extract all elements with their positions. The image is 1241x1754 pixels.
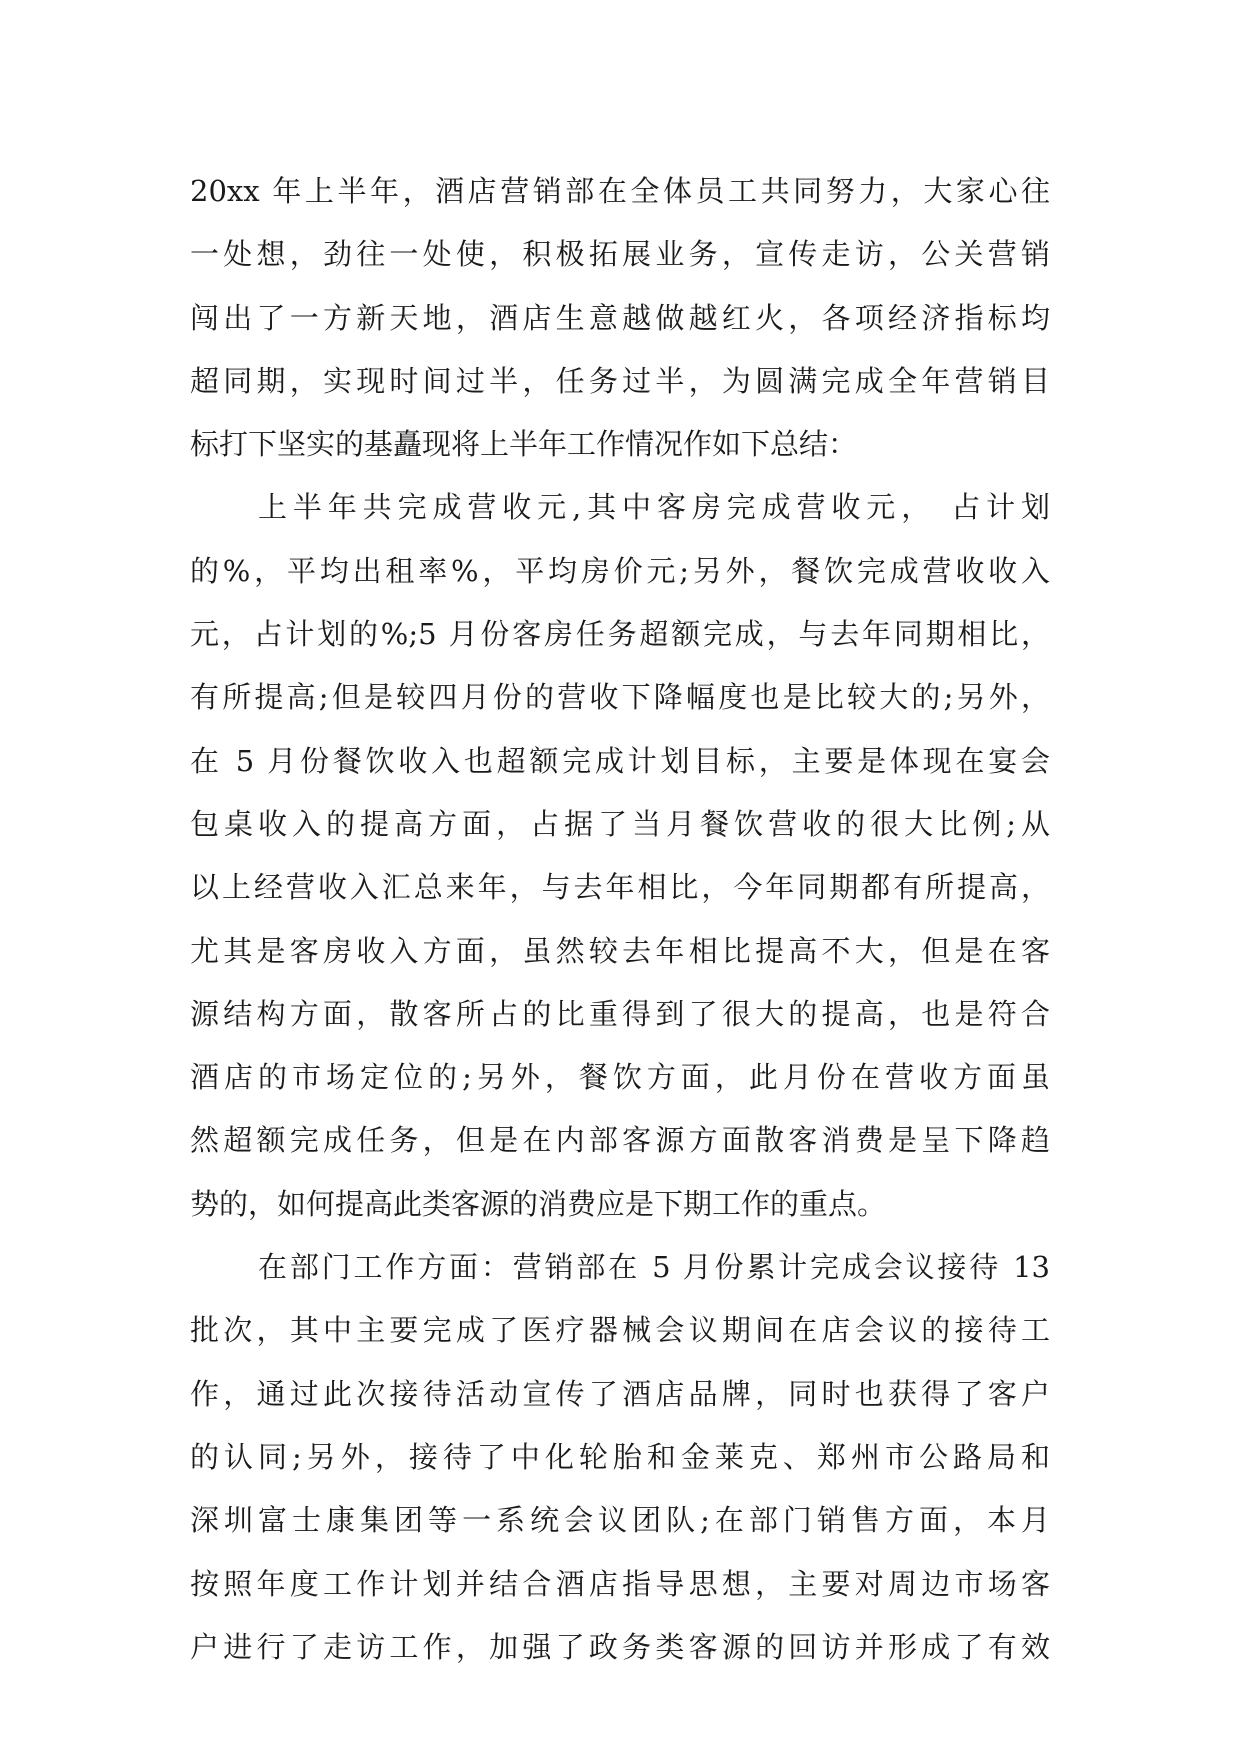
text-line: 然超额完成任务，但是在内部客源方面散客消费是呈下降趋 (190, 1123, 1050, 1158)
text-line: 尤其是客房收入方面，虽然较去年相比提高不大，但是在客 (190, 933, 1050, 968)
text-line: 批次，其中主要完成了医疗器械会议期间在店会议的接待工 (190, 1313, 1050, 1348)
text-line: 一处想，劲往一处使，积极拓展业务，宣传走访，公关营销 (190, 237, 1050, 272)
paragraph-department (190, 1236, 1050, 1679)
text-line: 元，占计划的%;5 月份客房任务超额完成，与去年同期相比， (190, 617, 1050, 652)
text-line: 闯出了一方新天地，酒店生意越做越红火，各项经济指标均 (190, 300, 1050, 335)
text-line: 20xx 年上半年，酒店营销部在全体员工共同努力，大家心往 (190, 174, 1050, 208)
text-line: 标打下坚实的基矗现将上半年工作情况作如下总结： (190, 427, 858, 462)
document-body (190, 160, 1050, 1679)
paragraph-revenue (190, 476, 1050, 1236)
paragraph-intro (190, 160, 1050, 476)
text-line: 包桌收入的提高方面，占据了当月餐饮营收的很大比例;从 (190, 806, 1050, 841)
text-line: 源结构方面，散客所占的比重得到了很大的提高，也是符合 (190, 996, 1050, 1031)
text-line: 深圳富士康集团等一系统会议团队;在部门销售方面，本月 (190, 1503, 1050, 1538)
text-line: 有所提高;但是较四月份的营收下降幅度也是比较大的;另外， (190, 680, 1050, 715)
text-line: 在 5 月份餐饮收入也超额完成计划目标，主要是体现在宴会 (190, 743, 1050, 778)
text-line: 在部门工作方面：营销部在 5 月份累计完成会议接待 13 (258, 1250, 1050, 1285)
text-line: 的认同;另外，接待了中化轮胎和金莱克、郑州市公路局和 (190, 1439, 1050, 1474)
text-line: 的%，平均出租率%，平均房价元;另外，餐饮完成营收收入 (190, 553, 1050, 588)
text-line: 按照年度工作计划并结合酒店指导思想，主要对周边市场客 (190, 1566, 1050, 1601)
text-line: 上半年共完成营收元,其中客房完成营收元， 占计划 (258, 490, 1051, 525)
text-line: 户进行了走访工作，加强了政务类客源的回访并形成了有效 (190, 1629, 1050, 1664)
text-line: 超同期，实现时间过半，任务过半，为圆满完成全年营销目 (190, 363, 1050, 398)
text-line: 酒店的市场定位的;另外，餐饮方面，此月份在营收方面虽 (190, 1060, 1050, 1095)
text-line: 以上经营收入汇总来年，与去年相比，今年同期都有所提高， (190, 870, 1050, 905)
text-line: 势的，如何提高此类客源的消费应是下期工作的重点。 (190, 1186, 887, 1221)
text-line: 作，通过此次接待活动宣传了酒店品牌，同时也获得了客户 (190, 1376, 1050, 1411)
